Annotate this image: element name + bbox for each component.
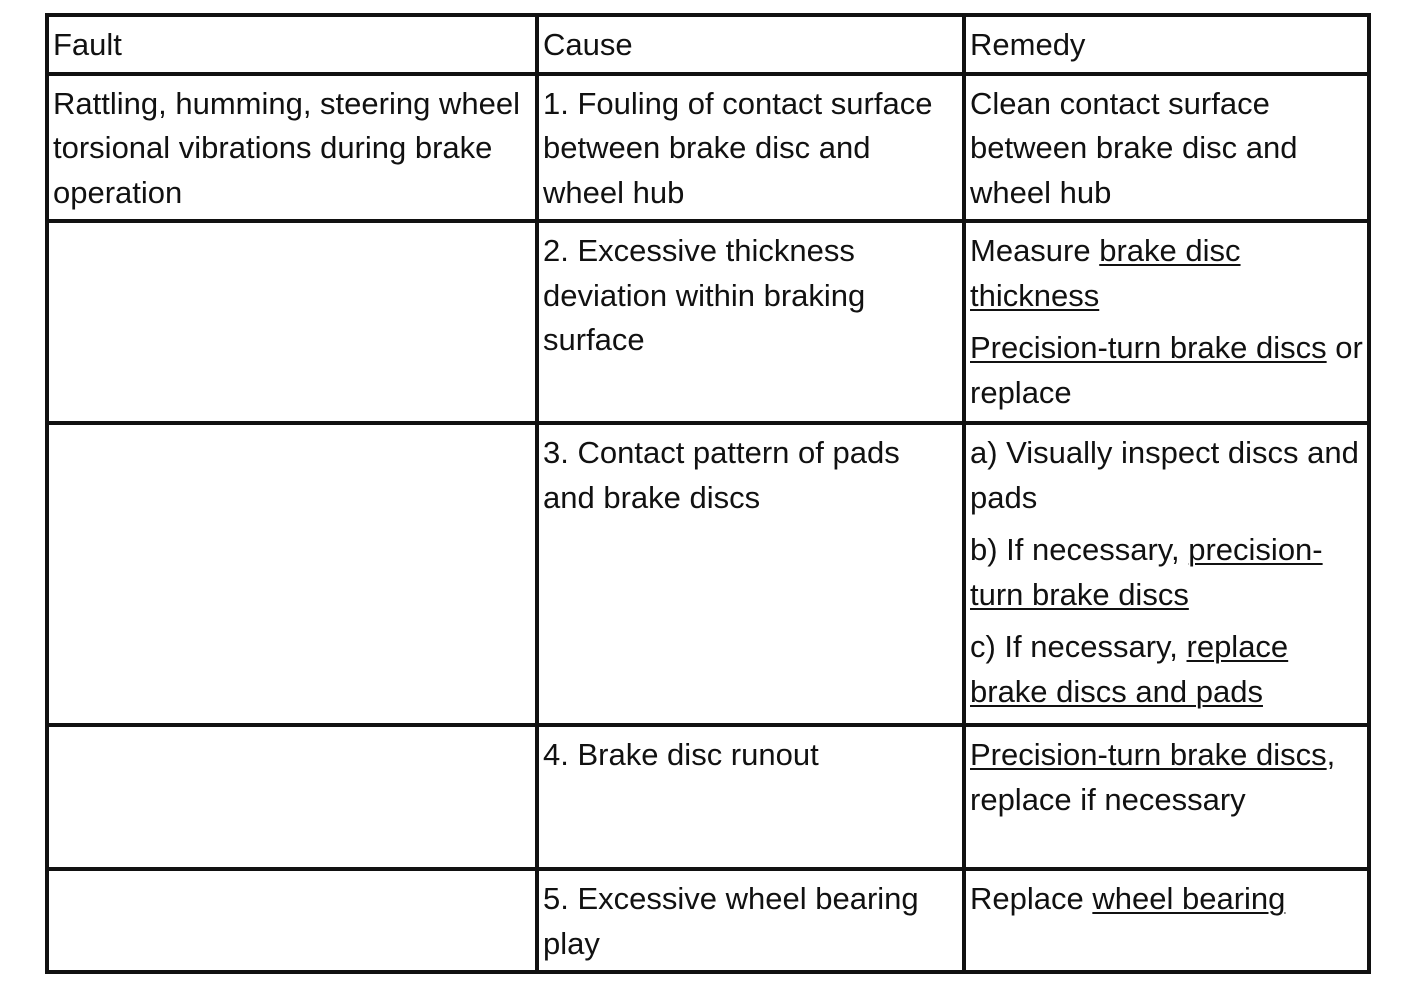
cause-cell: 1. Fouling of contact surface between brake disc and wheel hub bbox=[537, 74, 964, 222]
fault-cell bbox=[47, 725, 537, 869]
remedy-text: Replace bbox=[970, 881, 1093, 916]
fault-cell bbox=[47, 423, 537, 725]
fault-cell: Rattling, humming, steering wheel torsional vibrations during brake operation bbox=[47, 74, 537, 222]
remedy-paragraph bbox=[970, 877, 1363, 922]
remedy-paragraph bbox=[970, 229, 1363, 318]
remedy-text: Measure bbox=[970, 233, 1100, 268]
remedy-cell bbox=[964, 725, 1369, 869]
wheel-bearing-link[interactable]: wheel bearing bbox=[1092, 881, 1286, 916]
remedy-cell bbox=[964, 869, 1369, 972]
brake-disc-thickness-link[interactable]: brake disc thickness bbox=[970, 233, 1241, 313]
remedy-cell bbox=[964, 74, 1369, 222]
header-cause: Cause bbox=[537, 15, 964, 74]
fault-cell bbox=[47, 869, 537, 972]
table-row bbox=[47, 423, 1369, 725]
header-remedy: Remedy bbox=[964, 15, 1369, 74]
cause-cell: 3. Contact pattern of pads and brake discs bbox=[537, 423, 964, 725]
remedy-step-c bbox=[970, 625, 1363, 714]
table-row bbox=[47, 221, 1369, 423]
fault-diagnosis-table bbox=[45, 13, 1371, 974]
fault-cell bbox=[47, 221, 537, 423]
table-row bbox=[47, 74, 1369, 222]
cause-cell: 2. Excessive thickness deviation within braking surface bbox=[537, 221, 964, 423]
remedy-cell bbox=[964, 221, 1369, 423]
table-header-row bbox=[47, 15, 1369, 74]
remedy-text: c) If necessary, bbox=[970, 629, 1187, 664]
remedy-step-b bbox=[970, 528, 1363, 617]
remedy-step-a: a) Visually inspect discs and pads bbox=[970, 435, 1359, 515]
remedy-paragraph bbox=[970, 733, 1363, 822]
precision-turn-brake-discs-link[interactable]: Precision-turn brake discs bbox=[970, 737, 1327, 772]
remedy-text: b) If necessary, bbox=[970, 532, 1189, 567]
header-fault: Fault bbox=[47, 15, 537, 74]
replace-brake-discs-and-pads-link[interactable]: replace brake discs and pads bbox=[970, 629, 1289, 709]
remedy-text: , replace if necessary bbox=[970, 737, 1336, 817]
remedy-text: Clean contact surface between brake disc and wheel hub bbox=[970, 85, 1298, 210]
remedy-paragraph bbox=[970, 326, 1363, 415]
table-row bbox=[47, 725, 1369, 869]
remedy-cell bbox=[964, 423, 1369, 725]
precision-turn-brake-discs-link[interactable]: precision-turn brake discs bbox=[970, 532, 1323, 612]
precision-turn-brake-discs-link[interactable]: Precision-turn brake discs bbox=[970, 330, 1327, 365]
table-row bbox=[47, 869, 1369, 972]
cause-cell: 5. Excessive wheel bearing play bbox=[537, 869, 964, 972]
remedy-text: or replace bbox=[970, 330, 1363, 410]
cause-cell: 4. Brake disc runout bbox=[537, 725, 964, 869]
